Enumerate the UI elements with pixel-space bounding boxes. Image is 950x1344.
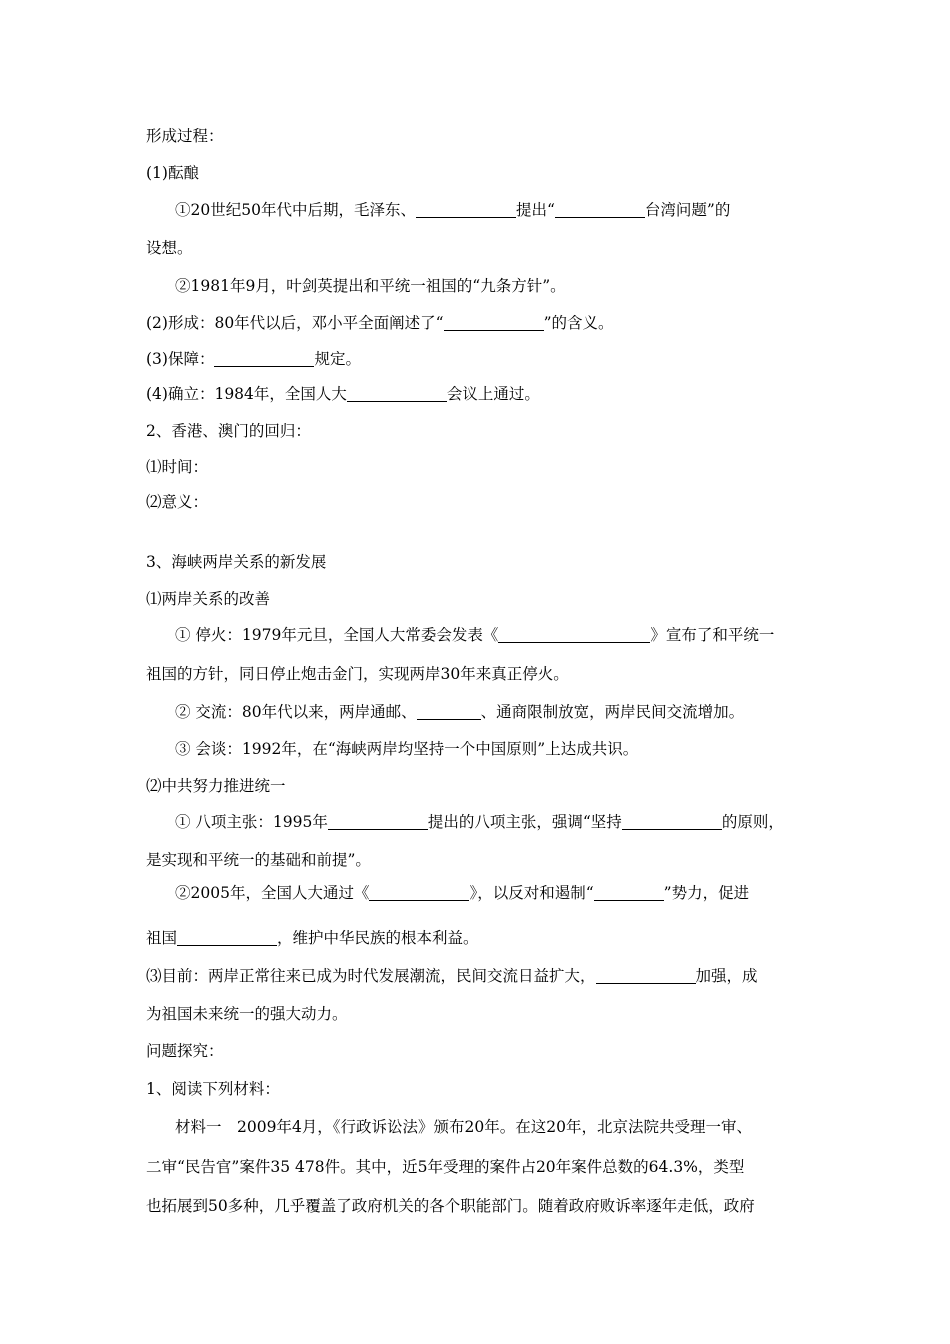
fill-blank (416, 201, 516, 218)
item-guarantee: (3)保障： 规定。 (146, 350, 361, 368)
fill-blank (555, 201, 645, 218)
fill-blank (328, 813, 428, 830)
item-present: ⑶目前：两岸正常往来已成为时代发展潮流，民间交流日益扩大， 加强，成 (146, 967, 758, 985)
item-cpc-efforts: ⑵中共努力推进统一 (146, 777, 286, 795)
text-line: 为祖国未来统一的强大动力。 (146, 1005, 348, 1023)
text-line: ②1981年9月，叶剑英提出和平统一祖国的“九条方针”。 (175, 277, 566, 295)
fill-blank (444, 314, 544, 331)
fill-blank (594, 884, 664, 901)
fill-blank (596, 967, 696, 984)
item-read-material: 1、阅读下列材料： (146, 1080, 280, 1098)
text-line: 祖国的方针，同日停止炮击金门，实现两岸30年来真正停火。 (146, 665, 569, 683)
material-paragraph: 也拓展到50多种，几乎覆盖了政府机关的各个职能部门。随着政府败诉率逐年走低，政府 (146, 1197, 755, 1215)
item-significance: ⑵意义： (146, 493, 209, 511)
text-line: ② 交流：80年代以来，两岸通邮、 、通商限制放宽，两岸民间交流增加。 (175, 703, 745, 721)
text-line: 设想。 (146, 239, 193, 257)
item-improvement: ⑴两岸关系的改善 (146, 590, 271, 608)
heading-cross-strait: 3、海峡两岸关系的新发展 (146, 553, 327, 571)
fill-blank (369, 884, 469, 901)
fill-blank (417, 703, 481, 720)
fill-blank (214, 350, 314, 367)
material-paragraph: 材料一 2009年4月，《行政诉讼法》颁布20年。在这20年，北京法院共受理一审、 (175, 1118, 753, 1136)
material-paragraph: 二审“民告官”案件35 478件。其中，近5年受理的案件占20年案件总数的64.3%，类型 (146, 1158, 745, 1176)
heading-hk-macau: 2、香港、澳门的回归： (146, 422, 311, 440)
item-establishment: (4)确立：1984年，全国人大 会议上通过。 (146, 385, 540, 403)
fill-blank (347, 385, 447, 402)
fill-blank (498, 626, 650, 643)
text-line: ②2005年，全国人大通过《 》，以反对和遏制“ ”势力，促进 (175, 884, 750, 902)
text-line: ① 八项主张：1995年 提出的八项主张，强调“坚持 的原则， (175, 813, 784, 831)
text-line: 是实现和平统一的基础和前提”。 (146, 851, 371, 869)
text-line: ①20世纪50年代中后期，毛泽东、 提出“ 台湾问题”的 (175, 201, 731, 219)
text-line: ③ 会谈：1992年，在“海峡两岸均坚持一个中国原则”上达成共识。 (175, 740, 639, 758)
fill-blank (177, 929, 277, 946)
heading-formation-process: 形成过程： (146, 127, 224, 145)
text-line: 祖国 ，维护中华民族的根本利益。 (146, 929, 479, 947)
item-brewing: (1)酝酿 (146, 164, 199, 182)
item-formation: (2)形成：80年代以后，邓小平全面阐述了“ ”的含义。 (146, 314, 614, 332)
text-line: ① 停火：1979年元旦，全国人大常委会发表《 》宣布了和平统一 (175, 626, 775, 644)
fill-blank (622, 813, 722, 830)
heading-inquiry: 问题探究： (146, 1042, 224, 1060)
item-time: ⑴时间： (146, 458, 209, 476)
